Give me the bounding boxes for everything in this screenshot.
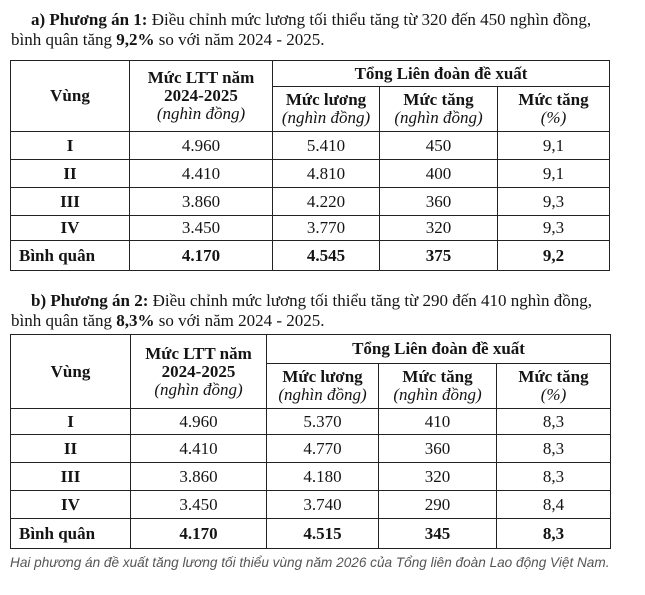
cell-vung: IV — [11, 216, 130, 241]
table-cell: 3.740 — [267, 491, 379, 519]
header-pct-unit: (%) — [540, 108, 567, 127]
section-b-prefix: b) Phương án 2: — [31, 291, 149, 310]
header-group: Tổng Liên đoàn đề xuất — [267, 335, 611, 364]
header-pct — [497, 364, 611, 409]
header-muc-luong-label: Mức lương — [285, 90, 367, 109]
table-cell: 4.810 — [273, 160, 380, 188]
cell-vung: III — [11, 463, 131, 491]
header-group: Tổng Liên đoàn đề xuất — [273, 61, 610, 87]
header-vung: Vùng — [11, 335, 131, 409]
header-ltt — [131, 335, 267, 409]
table-cell: 4.220 — [273, 188, 380, 216]
table-cell: 320 — [380, 216, 498, 241]
table-phuong-an-1 — [10, 60, 610, 271]
header-muc-luong-unit: (nghìn đồng) — [281, 108, 371, 127]
section-a-heading — [11, 10, 591, 50]
table-cell: 290 — [379, 491, 497, 519]
table-cell: 4.410 — [131, 435, 267, 463]
table-cell: 4.180 — [267, 463, 379, 491]
table-cell: 4.960 — [131, 409, 267, 435]
table-cell: 450 — [380, 132, 498, 160]
table-cell: 3.860 — [131, 463, 267, 491]
table-row — [11, 491, 611, 519]
table-cell: 3.450 — [130, 216, 273, 241]
table-cell: 320 — [379, 463, 497, 491]
total-cell: 345 — [379, 519, 497, 549]
header-muc-luong — [273, 87, 380, 132]
header-ltt-unit: (nghìn đồng) — [156, 104, 246, 123]
section-b-line1: Điều chỉnh mức lương tối thiểu tăng từ 290 đến 410 nghìn đồng, — [148, 291, 593, 310]
table-phuong-an-2 — [10, 334, 611, 549]
cell-vung: II — [11, 435, 131, 463]
cell-vung: IV — [11, 491, 131, 519]
table-cell: 9,3 — [498, 216, 610, 241]
table-cell: 8,3 — [497, 409, 611, 435]
section-a-percent: 9,2% — [116, 30, 155, 49]
total-cell: 9,2 — [498, 241, 610, 271]
header-muc-tang — [380, 87, 498, 132]
header-ltt-line2: 2024-2025 — [161, 361, 236, 381]
total-row — [11, 241, 610, 271]
table-cell: 360 — [379, 435, 497, 463]
table-row — [11, 435, 611, 463]
header-muc-luong-label: Mức lương — [282, 367, 363, 386]
table-cell: 9,3 — [498, 188, 610, 216]
table-cell: 4.410 — [130, 160, 273, 188]
cell-vung: I — [11, 409, 131, 435]
total-row — [11, 519, 611, 549]
section-b-percent: 8,3% — [116, 311, 155, 330]
table-cell: 4.770 — [267, 435, 379, 463]
total-cell: 4.170 — [131, 519, 267, 549]
header-muc-tang-label: Mức tăng — [403, 90, 474, 109]
section-a-line2-pre: bình quân tăng — [11, 30, 117, 49]
table-cell: 3.450 — [131, 491, 267, 519]
total-label: Bình quân — [11, 519, 131, 549]
table-cell: 400 — [380, 160, 498, 188]
total-cell: 4.545 — [273, 241, 380, 271]
table-cell: 8,3 — [497, 435, 611, 463]
section-a-prefix: a) Phương án 1: — [31, 10, 148, 29]
header-muc-luong-unit: (nghìn đồng) — [278, 385, 367, 404]
header-pct-label: Mức tăng — [518, 90, 589, 109]
total-label: Bình quân — [11, 241, 130, 271]
table-row — [11, 463, 611, 491]
section-a-line1: Điều chỉnh mức lương tối thiểu tăng từ 320 đến 450 nghìn đồng, — [147, 10, 592, 29]
table-cell: 8,3 — [497, 463, 611, 491]
header-muc-tang — [379, 364, 497, 409]
section-a-line2-post: so với năm 2024 - 2025. — [154, 30, 325, 49]
table-row — [11, 132, 610, 160]
header-muc-tang-unit: (nghìn đồng) — [393, 385, 482, 404]
header-ltt-line2: 2024-2025 — [164, 86, 238, 105]
header-ltt-line1: Mức LTT năm — [145, 343, 252, 363]
table-cell: 9,1 — [498, 160, 610, 188]
table-cell: 8,4 — [497, 491, 611, 519]
section-b-line2-pre: bình quân tăng — [11, 311, 117, 330]
table-cell: 9,1 — [498, 132, 610, 160]
cell-vung: III — [11, 188, 130, 216]
header-muc-luong — [267, 364, 379, 409]
total-cell: 375 — [380, 241, 498, 271]
section-b-heading — [11, 291, 592, 331]
header-ltt — [130, 61, 273, 132]
header-ltt-unit: (nghìn đồng) — [154, 379, 243, 399]
header-vung: Vùng — [11, 61, 130, 132]
table-cell: 5.410 — [273, 132, 380, 160]
table-cell: 410 — [379, 409, 497, 435]
header-pct-label: Mức tăng — [518, 367, 589, 386]
table-row — [11, 188, 610, 216]
header-pct — [498, 87, 610, 132]
table-cell: 360 — [380, 188, 498, 216]
total-cell: 4.515 — [267, 519, 379, 549]
table-row — [11, 409, 611, 435]
table-row — [11, 216, 610, 241]
header-ltt-line1: Mức LTT năm — [147, 68, 255, 87]
cell-vung: II — [11, 160, 130, 188]
table-cell: 3.860 — [130, 188, 273, 216]
cell-vung: I — [11, 132, 130, 160]
header-muc-tang-label: Mức tăng — [402, 367, 473, 386]
header-muc-tang-unit: (nghìn đồng) — [394, 108, 483, 127]
table-cell: 4.960 — [130, 132, 273, 160]
section-b-line2-post: so với năm 2024 - 2025. — [154, 311, 325, 330]
total-cell: 8,3 — [497, 519, 611, 549]
header-pct-unit: (%) — [540, 385, 567, 404]
total-cell: 4.170 — [130, 241, 273, 271]
table-cell: 3.770 — [273, 216, 380, 241]
table-row — [11, 160, 610, 188]
table-cell: 5.370 — [267, 409, 379, 435]
image-caption: Hai phương án đề xuất tăng lương tối thiểu vùng năm 2026 của Tổng liên đoàn Lao động Việt Nam. — [10, 555, 610, 570]
